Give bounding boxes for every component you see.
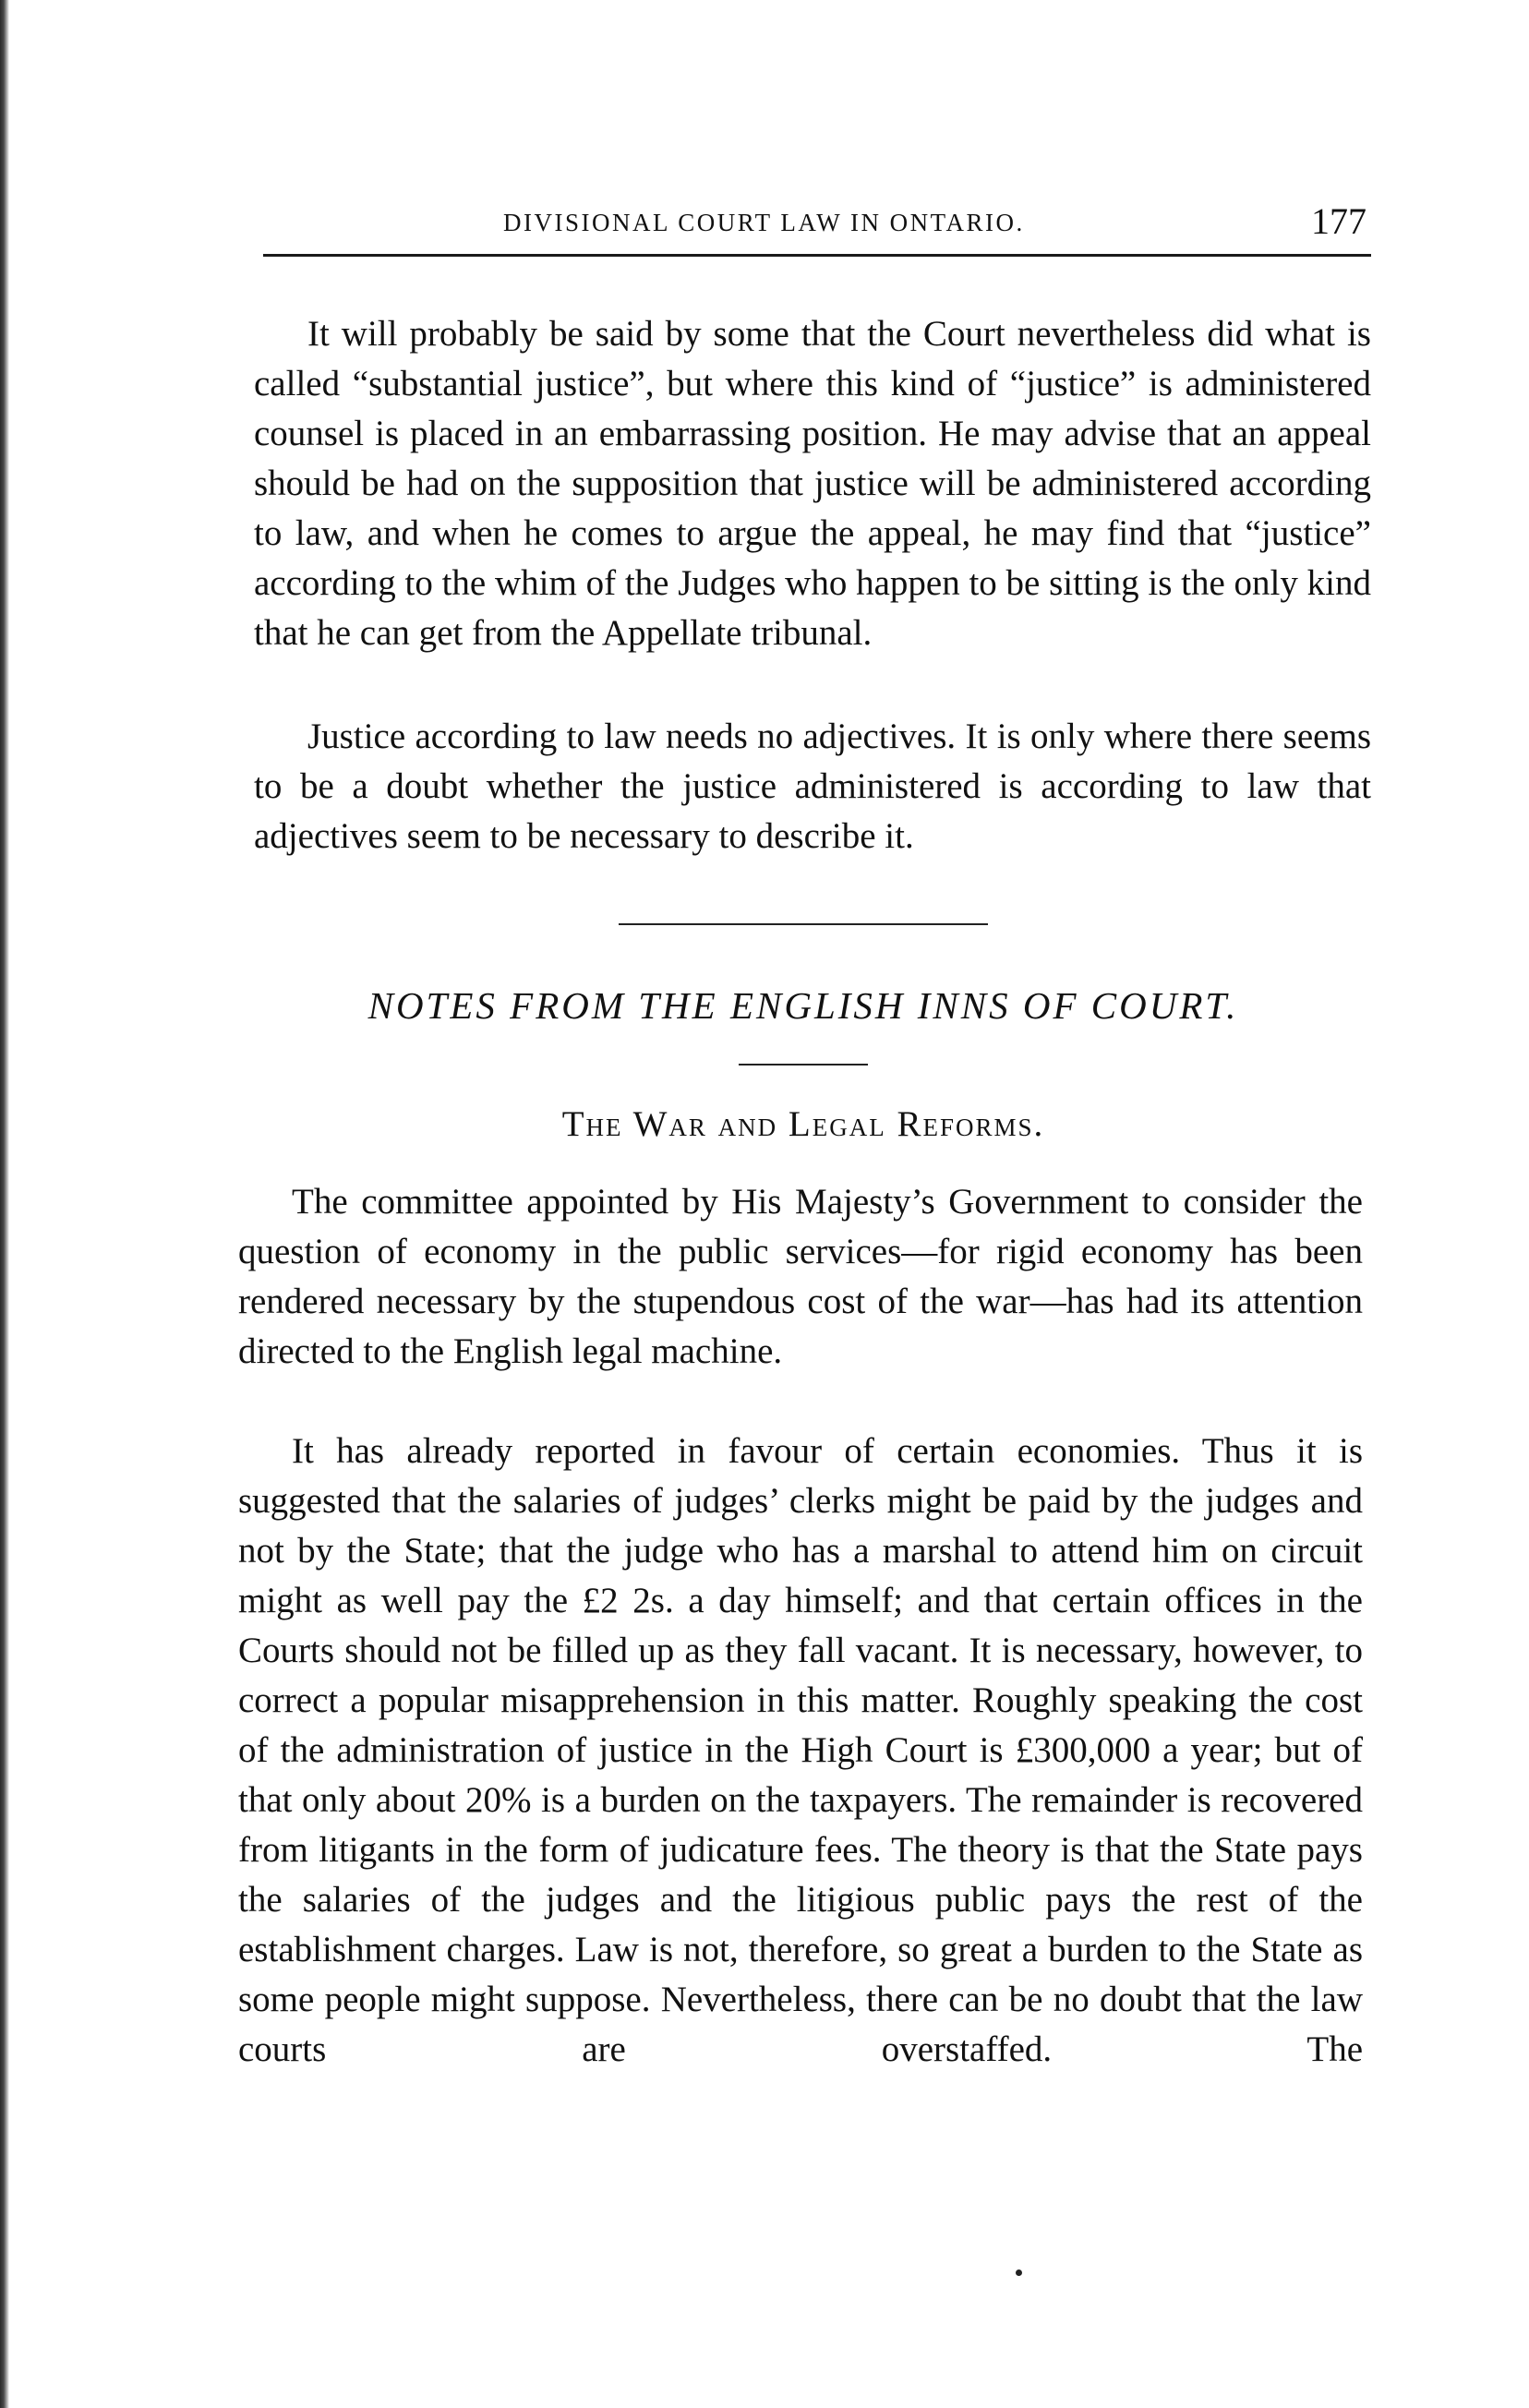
article-subtitle: The War and Legal Reforms. bbox=[561, 1104, 1045, 1144]
running-head-title: DIVISIONAL COURT LAW IN ONTARIO. bbox=[503, 209, 1025, 236]
second-article-paragraph-1: The committee appointed by His Majesty’s Government to consider the question of economy in the public services—for rigid economy has been rendered necessary by the stupendous cost of the war—has had its attention directed to the English legal machine. bbox=[238, 1182, 1363, 1371]
second-article-paragraph-2: It has already reported in favour of certain economies. Thus it is suggested that the salaries of judges’ clerks might be paid by the judges and not by the State; that the judge who has a marshal to attend him on circuit might as well pay the £2 2s. a day himself; and that certain offices in the Courts should not be filled up as they fall vacant. It is necessary, however, to correct a popular misapprehension in this matter. Roughly speaking the cost of the administration of justice in the High Court is £300,000 a year; but of that only about 20% is a burden on the taxpayers. The remainder is recovered from litigants in the form of judicature fees. The theory is that the State pays the salaries of the judges and the litigious public pays the rest of the establishment charges. Law is not, therefore, so great a burden to the State as some people might suppose. Nevertheless, there can be no doubt that the law courts are overstaffed. The bbox=[238, 1431, 1363, 2069]
scan-binding-edge bbox=[0, 0, 9, 2408]
running-head bbox=[263, 196, 1371, 251]
title-underline bbox=[739, 1064, 868, 1066]
first-article-paragraph-2: Justice according to law needs no adjectives. It is only where there seems to be a doubt whether the justice administered is according to law that adjectives seem to be necessary to describe it. bbox=[254, 716, 1371, 856]
first-article-paragraph-1: It will probably be said by some that the Court nevertheless did what is called “substantial justice”, but where this kind of “justice” is administered counsel is placed in an embarrassing position. He may advise that an appeal should be had on the supposition that justice will be administered according to law, and when he comes to argue the appeal, he may find that “justice” according to the whim of the Judges who happen to be sitting is the only kind that he can get from the Appellate tribunal. bbox=[254, 314, 1371, 653]
header-rule bbox=[263, 254, 1371, 257]
scan-speck bbox=[1016, 2270, 1022, 2276]
section-divider bbox=[619, 923, 988, 925]
page-number: 177 bbox=[1311, 200, 1366, 242]
article-title: NOTES FROM THE ENGLISH INNS OF COURT. bbox=[367, 984, 1239, 1027]
